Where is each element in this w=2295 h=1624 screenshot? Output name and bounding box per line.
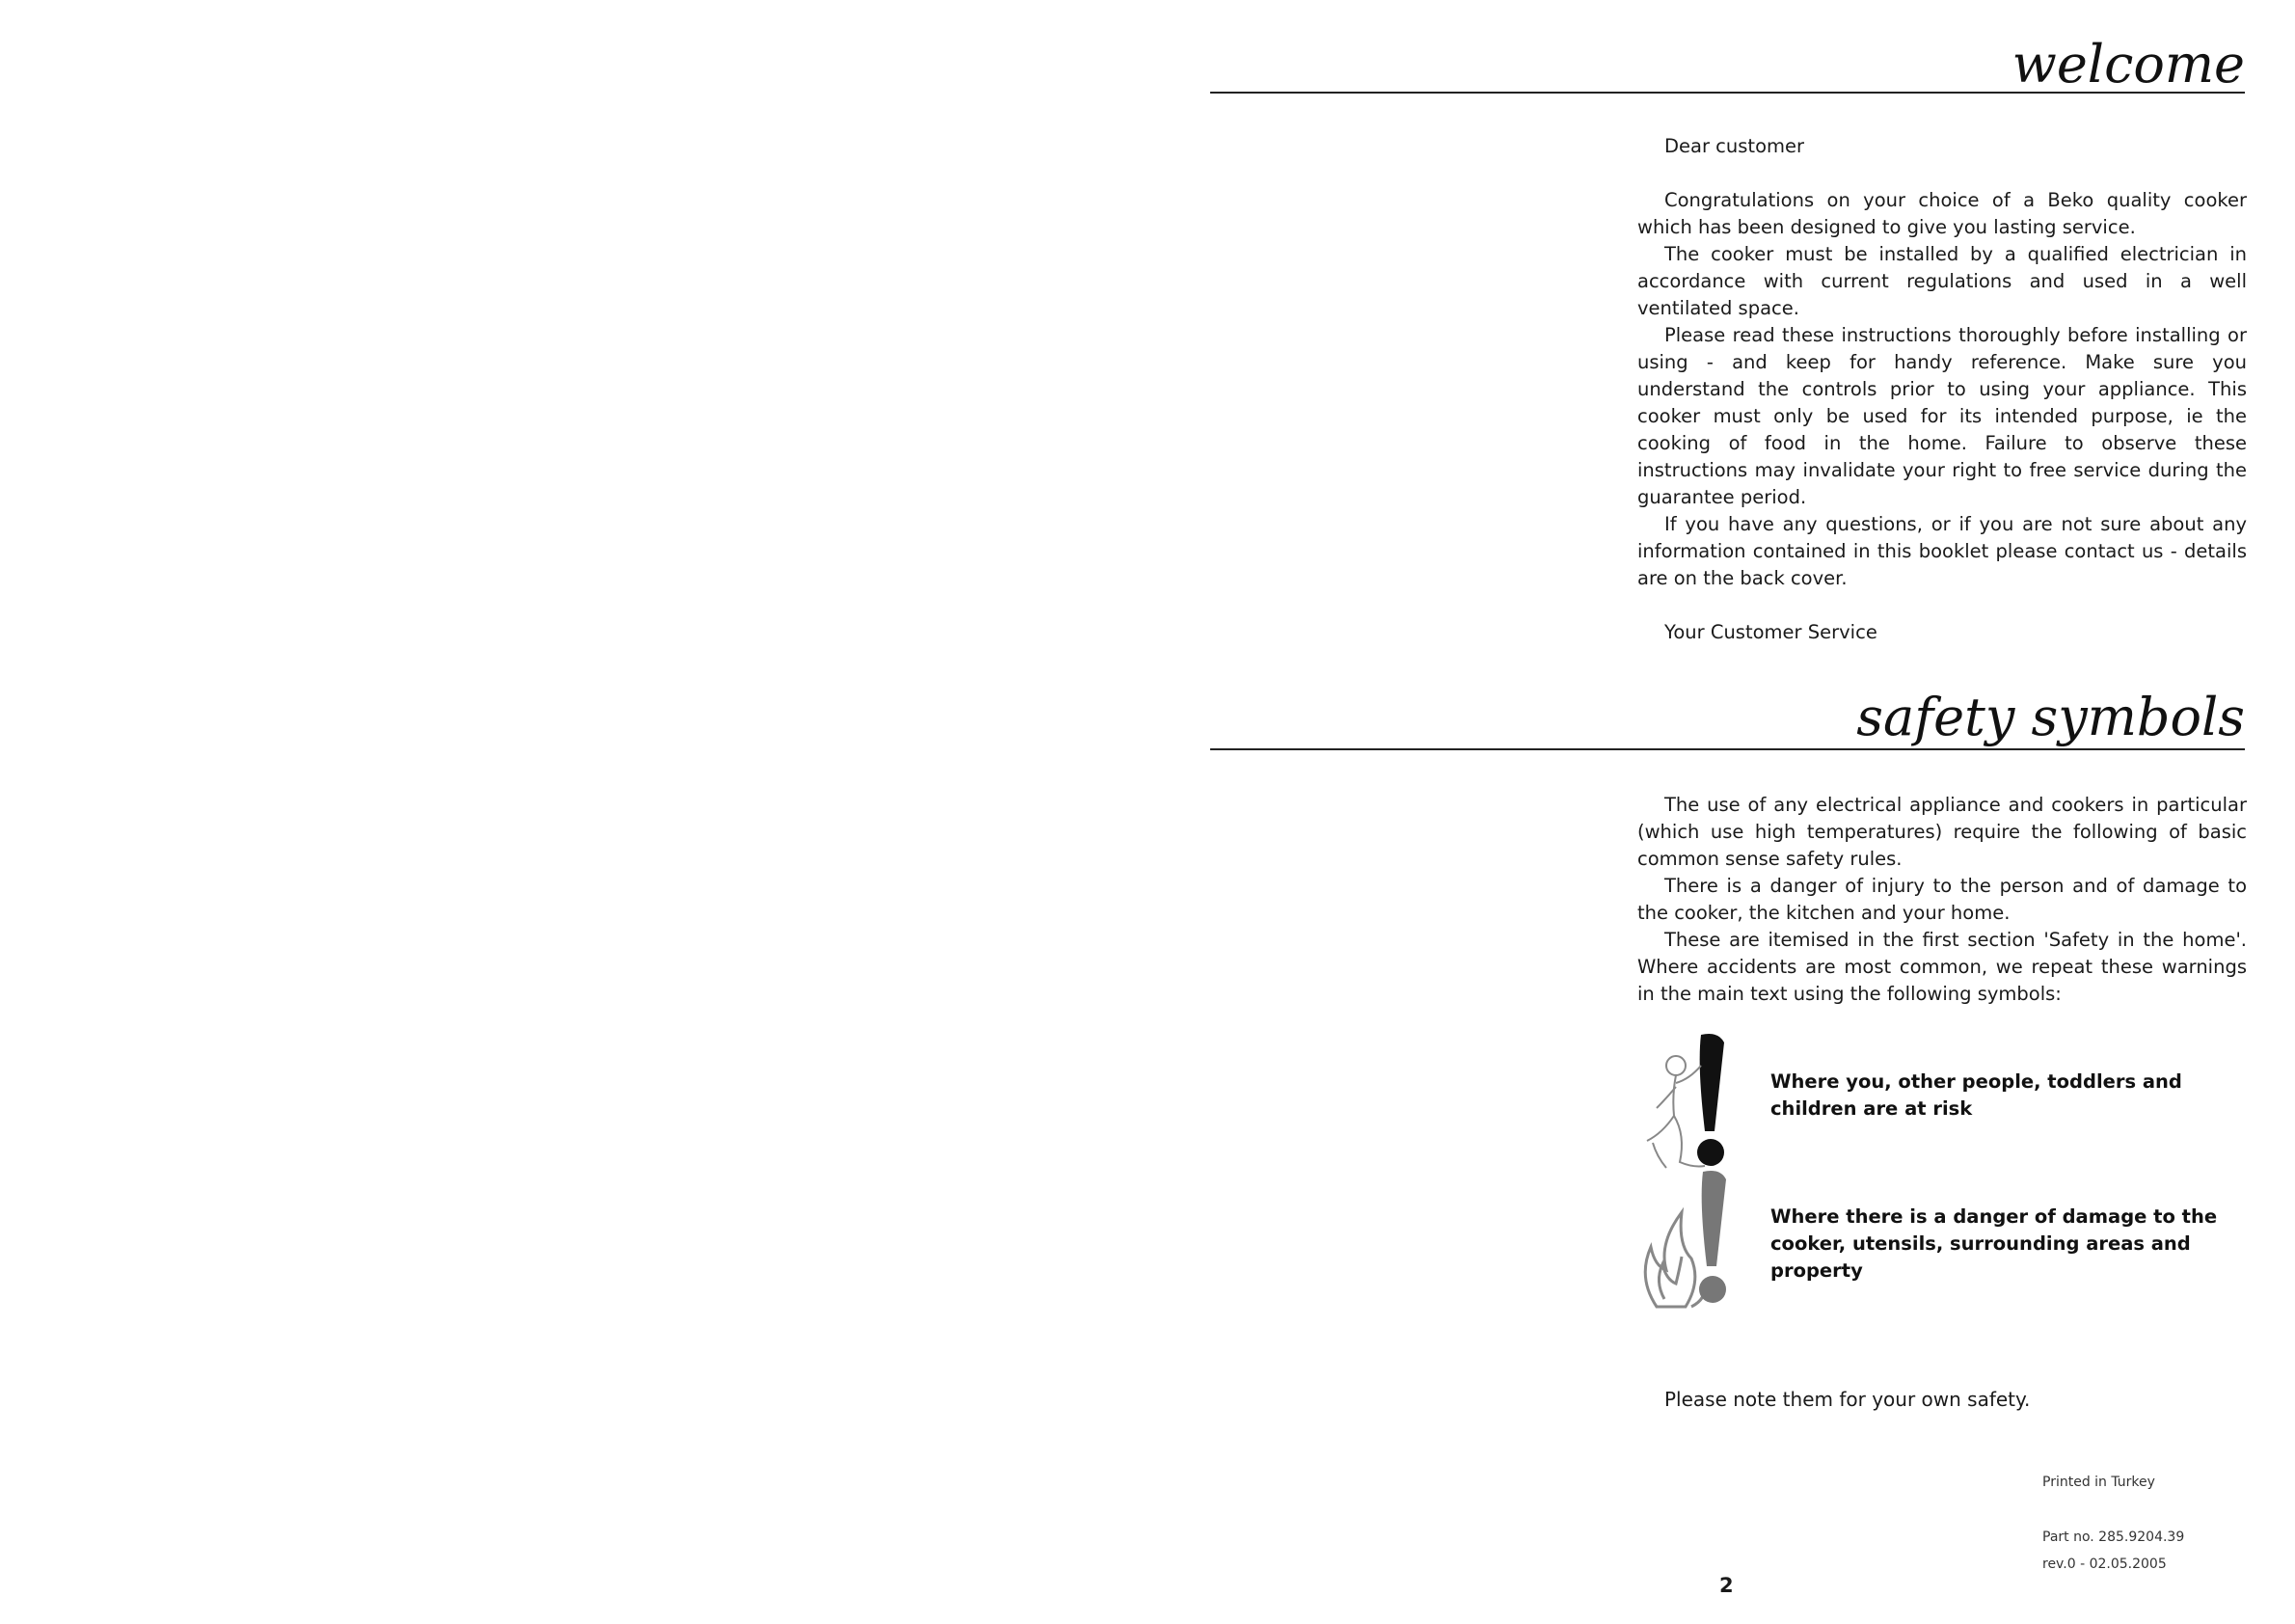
welcome-paragraph: If you have any questions, or if you are not sure about any information contained in this booklet please contact us - details are on the back cover.: [1637, 513, 2247, 589]
symbol-row-people-risk: [1634, 1027, 2251, 1152]
safety-paragraph: These are itemised in the first section 'Safety in the home'. Where accidents are most common, we repeat these warnings in the main text using the following symbols:: [1637, 929, 2247, 1005]
welcome-paragraph: Please read these instructions thoroughly before installing or using - and keep for handy reference. Make sure you understand the controls prior to using your appliance. This cooker must only be used for its intended purpose, ie the cooking of food in the home. Failure to observe these instructions may invalidate your right to free service during the guarantee period.: [1637, 324, 2247, 508]
part-number: Part no. 285.9204.39: [2042, 1529, 2185, 1545]
safety-symbols-heading: safety symbols: [1856, 687, 2245, 747]
salutation: Dear customer: [1664, 135, 1805, 157]
revision-date: rev.0 - 02.05.2005: [2042, 1556, 2167, 1572]
welcome-text: [1637, 133, 2247, 646]
welcome-heading: welcome: [2012, 34, 2245, 95]
printed-in-label: Printed in Turkey: [2042, 1475, 2155, 1490]
fire-warning-icon: [1634, 1162, 1749, 1316]
safety-divider: [1210, 748, 2245, 750]
page-number: 2: [1719, 1574, 1734, 1597]
safety-paragraph: The use of any electrical appliance and cookers in particular (which use high temperatures) require the following of basic common sense safety rules.: [1637, 794, 2247, 870]
safety-text: [1637, 792, 2247, 1008]
symbol-row-property-damage: [1634, 1162, 2251, 1287]
symbol-description: Where there is a danger of damage to the cooker, utensils, surrounding areas and property: [1770, 1205, 2218, 1282]
welcome-divider: [1210, 92, 2245, 94]
child-warning-icon: [1634, 1027, 1749, 1181]
welcome-paragraph: The cooker must be installed by a qualified electrician in accordance with current regulations and used in a well ventilated space.: [1637, 243, 2247, 319]
symbol-description: Where you, other people, toddlers and children are at risk: [1770, 1070, 2182, 1120]
closing-signature: Your Customer Service: [1664, 621, 1877, 643]
welcome-paragraph: Congratulations on your choice of a Beko quality cooker which has been designed to give you lasting service.: [1637, 189, 2247, 238]
safety-note: Please note them for your own safety.: [1664, 1388, 2031, 1411]
safety-paragraph: There is a danger of injury to the person and of damage to the cooker, the kitchen and your home.: [1637, 875, 2247, 924]
